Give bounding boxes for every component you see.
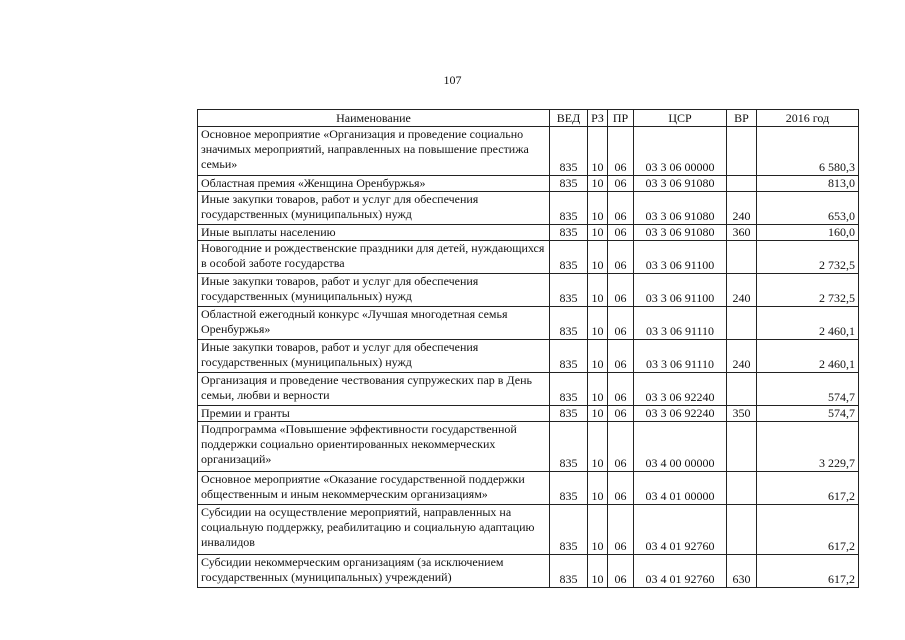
table-row bbox=[198, 340, 859, 373]
cell-csr: 03 3 06 92240 bbox=[634, 373, 727, 406]
cell-csr: 03 3 06 91110 bbox=[634, 307, 727, 340]
cell-amount: 617,2 bbox=[757, 555, 859, 588]
cell-amount: 653,0 bbox=[757, 192, 859, 225]
cell-rz: 10 bbox=[588, 422, 608, 472]
cell-pr: 06 bbox=[608, 406, 634, 422]
cell-pr: 06 bbox=[608, 176, 634, 192]
cell-name: Субсидии некоммерческим организациям (за исключением государственных (муниципальных) учреждений) bbox=[198, 555, 550, 588]
table-row bbox=[198, 505, 859, 555]
table-row bbox=[198, 373, 859, 406]
cell-vr bbox=[727, 472, 757, 505]
cell-rz: 10 bbox=[588, 307, 608, 340]
cell-rz: 10 bbox=[588, 406, 608, 422]
table-row bbox=[198, 274, 859, 307]
cell-vr bbox=[727, 307, 757, 340]
cell-vr bbox=[727, 422, 757, 472]
cell-vr: 360 bbox=[727, 225, 757, 241]
cell-ved: 835 bbox=[550, 274, 588, 307]
header-csr: ЦСР bbox=[634, 110, 727, 127]
cell-pr: 06 bbox=[608, 225, 634, 241]
table-row bbox=[198, 127, 859, 176]
cell-vr: 240 bbox=[727, 340, 757, 373]
cell-ved: 835 bbox=[550, 307, 588, 340]
header-pr: ПР bbox=[608, 110, 634, 127]
cell-csr: 03 3 06 91110 bbox=[634, 340, 727, 373]
cell-amount: 2 732,5 bbox=[757, 241, 859, 274]
page-number: 107 bbox=[443, 73, 462, 87]
cell-csr: 03 4 01 00000 bbox=[634, 472, 727, 505]
cell-rz: 10 bbox=[588, 176, 608, 192]
cell-rz: 10 bbox=[588, 555, 608, 588]
cell-name: Подпрограмма «Повышение эффективности государственной поддержки социально ориентированных некоммерческих организаций» bbox=[198, 422, 550, 472]
cell-ved: 835 bbox=[550, 340, 588, 373]
cell-ved: 835 bbox=[550, 373, 588, 406]
cell-amount: 160,0 bbox=[757, 225, 859, 241]
cell-amount: 617,2 bbox=[757, 472, 859, 505]
cell-name: Премии и гранты bbox=[198, 406, 550, 422]
cell-amount: 3 229,7 bbox=[757, 422, 859, 472]
cell-rz: 10 bbox=[588, 472, 608, 505]
cell-vr bbox=[727, 505, 757, 555]
cell-pr: 06 bbox=[608, 274, 634, 307]
cell-pr: 06 bbox=[608, 505, 634, 555]
cell-amount: 617,2 bbox=[757, 505, 859, 555]
cell-rz: 10 bbox=[588, 225, 608, 241]
cell-ved: 835 bbox=[550, 555, 588, 588]
header-vr: ВР bbox=[727, 110, 757, 127]
cell-csr: 03 3 06 00000 bbox=[634, 127, 727, 176]
cell-ved: 835 bbox=[550, 127, 588, 176]
cell-pr: 06 bbox=[608, 127, 634, 176]
table-row bbox=[198, 472, 859, 505]
cell-pr: 06 bbox=[608, 472, 634, 505]
cell-name: Основное мероприятие «Организация и проведение социально значимых мероприятий, направленных на повышение престижа семьи» bbox=[198, 127, 550, 176]
cell-vr: 240 bbox=[727, 192, 757, 225]
cell-vr bbox=[727, 373, 757, 406]
cell-rz: 10 bbox=[588, 373, 608, 406]
cell-vr: 240 bbox=[727, 274, 757, 307]
cell-pr: 06 bbox=[608, 373, 634, 406]
cell-ved: 835 bbox=[550, 406, 588, 422]
cell-csr: 03 3 06 91080 bbox=[634, 176, 727, 192]
cell-ved: 835 bbox=[550, 241, 588, 274]
cell-csr: 03 3 06 92240 bbox=[634, 406, 727, 422]
cell-vr bbox=[727, 241, 757, 274]
table-row bbox=[198, 422, 859, 472]
cell-csr: 03 4 01 92760 bbox=[634, 505, 727, 555]
cell-amount: 2 732,5 bbox=[757, 274, 859, 307]
cell-vr: 630 bbox=[727, 555, 757, 588]
cell-csr: 03 3 06 91080 bbox=[634, 225, 727, 241]
cell-rz: 10 bbox=[588, 340, 608, 373]
cell-name: Основное мероприятие «Оказание государственной поддержки общественным и иным некоммерческим организациям» bbox=[198, 472, 550, 505]
cell-ved: 835 bbox=[550, 192, 588, 225]
cell-name: Иные закупки товаров, работ и услуг для обеспечения государственных (муниципальных) нужд bbox=[198, 274, 550, 307]
cell-ved: 835 bbox=[550, 422, 588, 472]
cell-name: Областная премия «Женщина Оренбуржья» bbox=[198, 176, 550, 192]
cell-name: Организация и проведение чествования супружеских пар в День семьи, любви и верности bbox=[198, 373, 550, 406]
cell-csr: 03 3 06 91100 bbox=[634, 241, 727, 274]
cell-ved: 835 bbox=[550, 472, 588, 505]
cell-name: Иные закупки товаров, работ и услуг для обеспечения государственных (муниципальных) нужд bbox=[198, 340, 550, 373]
cell-pr: 06 bbox=[608, 555, 634, 588]
table-row bbox=[198, 225, 859, 241]
table-row bbox=[198, 241, 859, 274]
cell-csr: 03 3 06 91080 bbox=[634, 192, 727, 225]
cell-amount: 574,7 bbox=[757, 406, 859, 422]
table-row bbox=[198, 307, 859, 340]
cell-ved: 835 bbox=[550, 225, 588, 241]
table-header-row bbox=[198, 110, 859, 127]
header-rz: РЗ bbox=[588, 110, 608, 127]
budget-table bbox=[197, 109, 859, 588]
cell-rz: 10 bbox=[588, 127, 608, 176]
table-row bbox=[198, 192, 859, 225]
cell-name: Новогодние и рождественские праздники для детей, нуждающихся в особой заботе государства bbox=[198, 241, 550, 274]
cell-pr: 06 bbox=[608, 422, 634, 472]
table-row bbox=[198, 176, 859, 192]
cell-pr: 06 bbox=[608, 241, 634, 274]
header-ved: ВЕД bbox=[550, 110, 588, 127]
table-row bbox=[198, 406, 859, 422]
cell-csr: 03 4 01 92760 bbox=[634, 555, 727, 588]
cell-name: Субсидии на осуществление мероприятий, направленных на социальную поддержку, реабилитацию и социальную адаптацию инвалидов bbox=[198, 505, 550, 555]
cell-pr: 06 bbox=[608, 340, 634, 373]
cell-name: Иные выплаты населению bbox=[198, 225, 550, 241]
header-year: 2016 год bbox=[757, 110, 859, 127]
cell-amount: 574,7 bbox=[757, 373, 859, 406]
cell-amount: 2 460,1 bbox=[757, 340, 859, 373]
cell-pr: 06 bbox=[608, 307, 634, 340]
cell-amount: 2 460,1 bbox=[757, 307, 859, 340]
cell-pr: 06 bbox=[608, 192, 634, 225]
cell-rz: 10 bbox=[588, 505, 608, 555]
cell-csr: 03 4 00 00000 bbox=[634, 422, 727, 472]
cell-vr: 350 bbox=[727, 406, 757, 422]
cell-ved: 835 bbox=[550, 505, 588, 555]
cell-rz: 10 bbox=[588, 274, 608, 307]
table-row bbox=[198, 555, 859, 588]
cell-ved: 835 bbox=[550, 176, 588, 192]
cell-amount: 813,0 bbox=[757, 176, 859, 192]
cell-vr bbox=[727, 127, 757, 176]
cell-csr: 03 3 06 91100 bbox=[634, 274, 727, 307]
cell-name: Областной ежегодный конкурс «Лучшая многодетная семья Оренбуржья» bbox=[198, 307, 550, 340]
cell-name: Иные закупки товаров, работ и услуг для обеспечения государственных (муниципальных) нужд bbox=[198, 192, 550, 225]
header-name: Наименование bbox=[198, 110, 550, 127]
cell-vr bbox=[727, 176, 757, 192]
cell-rz: 10 bbox=[588, 241, 608, 274]
cell-amount: 6 580,3 bbox=[757, 127, 859, 176]
cell-rz: 10 bbox=[588, 192, 608, 225]
